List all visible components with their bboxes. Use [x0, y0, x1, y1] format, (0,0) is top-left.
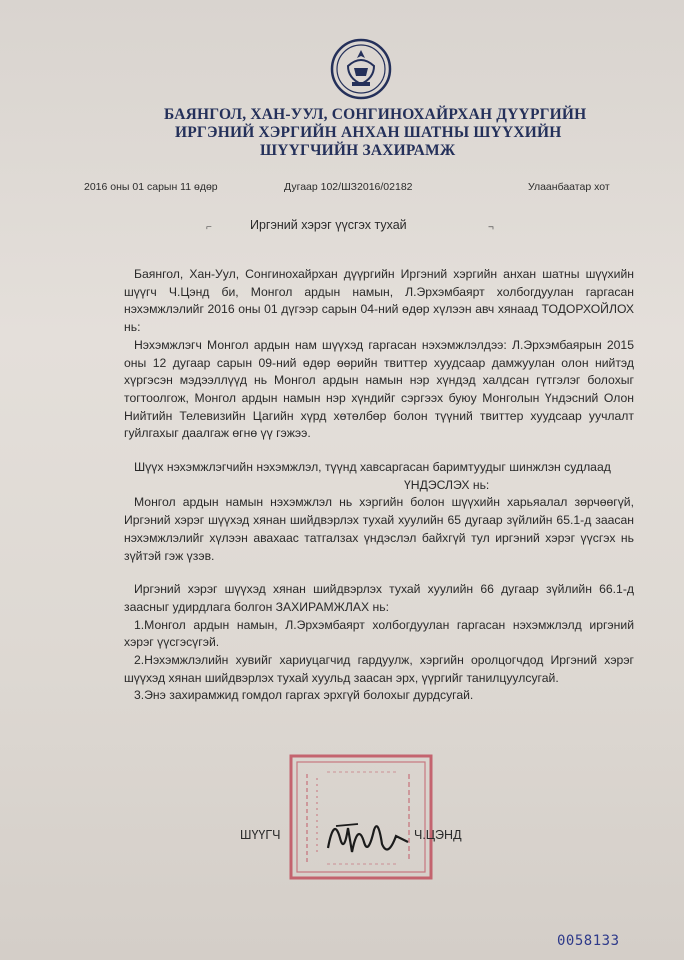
header-line-2: ИРГЭНИЙ ХЭРГИЙН АНХАН ШАТНЫ ШҮҮХИЙН	[175, 124, 562, 141]
header-line-3: ШҮҮГЧИЙН ЗАХИРАМЖ	[260, 142, 456, 159]
handwritten-signature-icon	[318, 808, 418, 868]
paragraph-intro: Баянгол, Хан-Уул, Сонгинохайрхан дүүргийн Иргэний хэргийн анхан шатны шүүхийн шүүгч Ч.Цэнд би, Монгол ардын намын, Л.Эрхэмбаярт холбогдуулан гаргасан нэхэмжлэлийг 2016 оны 01 дүгээр сарын 04-ний өдөр хүлээн авч хянаад ТОДОРХОЙЛОХ нь:	[124, 267, 634, 335]
heading-grounds: ҮНДЭСЛЭХ нь:	[404, 477, 490, 492]
document-date: 2016 оны 01 сарын 11 өдөр	[84, 181, 218, 193]
paragraph-order-basis: Иргэний хэрэг шүүхэд хянан шийдвэрлэх тухай хуулийн 66 дугаар зүйлийн 66.1-д заасныг удирдлага болгон ЗАХИРАМЖЛАХ нь:	[124, 582, 634, 614]
corner-mark-left: ⌐	[206, 222, 212, 233]
document-title: Иргэний хэрэг үүсгэх тухай	[250, 218, 407, 232]
serial-number: 0058133	[557, 933, 620, 949]
paragraph-review: Шүүх нэхэмжлэгчийн нэхэмжлэл, түүнд хавсаргасан баримтуудыг шинжлэн судлаад	[134, 460, 611, 475]
header-line-1: БАЯНГОЛ, ХАН-УУЛ, СОНГИНОХАЙРХАН ДҮҮРГИЙН	[164, 106, 587, 123]
order-item-1: 1.Монгол ардын намын, Л.Эрхэмбаярт холбогдуулан гаргасан нэхэмжлэлд иргэний хэрэг үүсгэсүгэй.	[124, 617, 634, 650]
state-emblem-icon	[330, 38, 392, 100]
signature-title: ШҮҮГЧ	[240, 828, 281, 842]
court-header	[150, 106, 587, 160]
judge-name: Ч.ЦЭНД	[414, 828, 462, 842]
paragraph-claim: Нэхэмжлэгч Монгол ардын нам шүүхэд гаргасан нэхэмжлэлдээ: Л.Эрхэмбаярын 2015 оны 12 дугаар сарын 09-ний өдөр өөрийн твиттер хуудсаар дамжуулан олон нийтэд хүргэсэн мэдээллүүд нь Монгол ардын намын нэр хүндэд халдсан гүтгэлэг болохыг тогтоолгож, Монгол ардын намын нэр хүндийг сэргээх буюу Монголын Үндэсний Олон Нийтийн Телевизийн Цагийн хүрд хөтөлбөр болон түүний твиттер хуудсаар уучлалт гуйлгахыг даалгаж өгнө үү гэжээ.	[124, 337, 634, 441]
order-item-2: 2.Нэхэмжлэлийн хувийг хариуцагчид гардуулж, хэргийн оролцогчдод Иргэний хэрэг шүүхэд хянан шийдвэрлэх тухай хуульд заасан эрх, үүргийг танилцуулсугай.	[124, 653, 634, 685]
paragraph-grounds: Монгол ардын намын нэхэмжлэл нь хэргийн болон шүүхийн харьяалал зөрчөөгүй, Иргэний хэрэг шүүхэд хянан шийдвэрлэх тухай хуулийн 65 дугаар зүйлийн 65.1-д заасан нэхэмжлэлийг хүлээн авахаас татгалзах үндэслэл байхгүй тул иргэний хэрэг үүсгэх нь зүйтэй гэж үзэв.	[124, 495, 634, 563]
order-item-3: 3.Энэ захирамжид гомдол гаргах эрхгүй болохыг дурдсугай.	[134, 688, 474, 703]
document-body	[124, 266, 634, 705]
document-city: Улаанбаатар хот	[528, 181, 610, 193]
document-number: Дугаар 102/ШЗ2016/02182	[284, 181, 413, 193]
corner-mark-right: ¬	[488, 222, 494, 233]
